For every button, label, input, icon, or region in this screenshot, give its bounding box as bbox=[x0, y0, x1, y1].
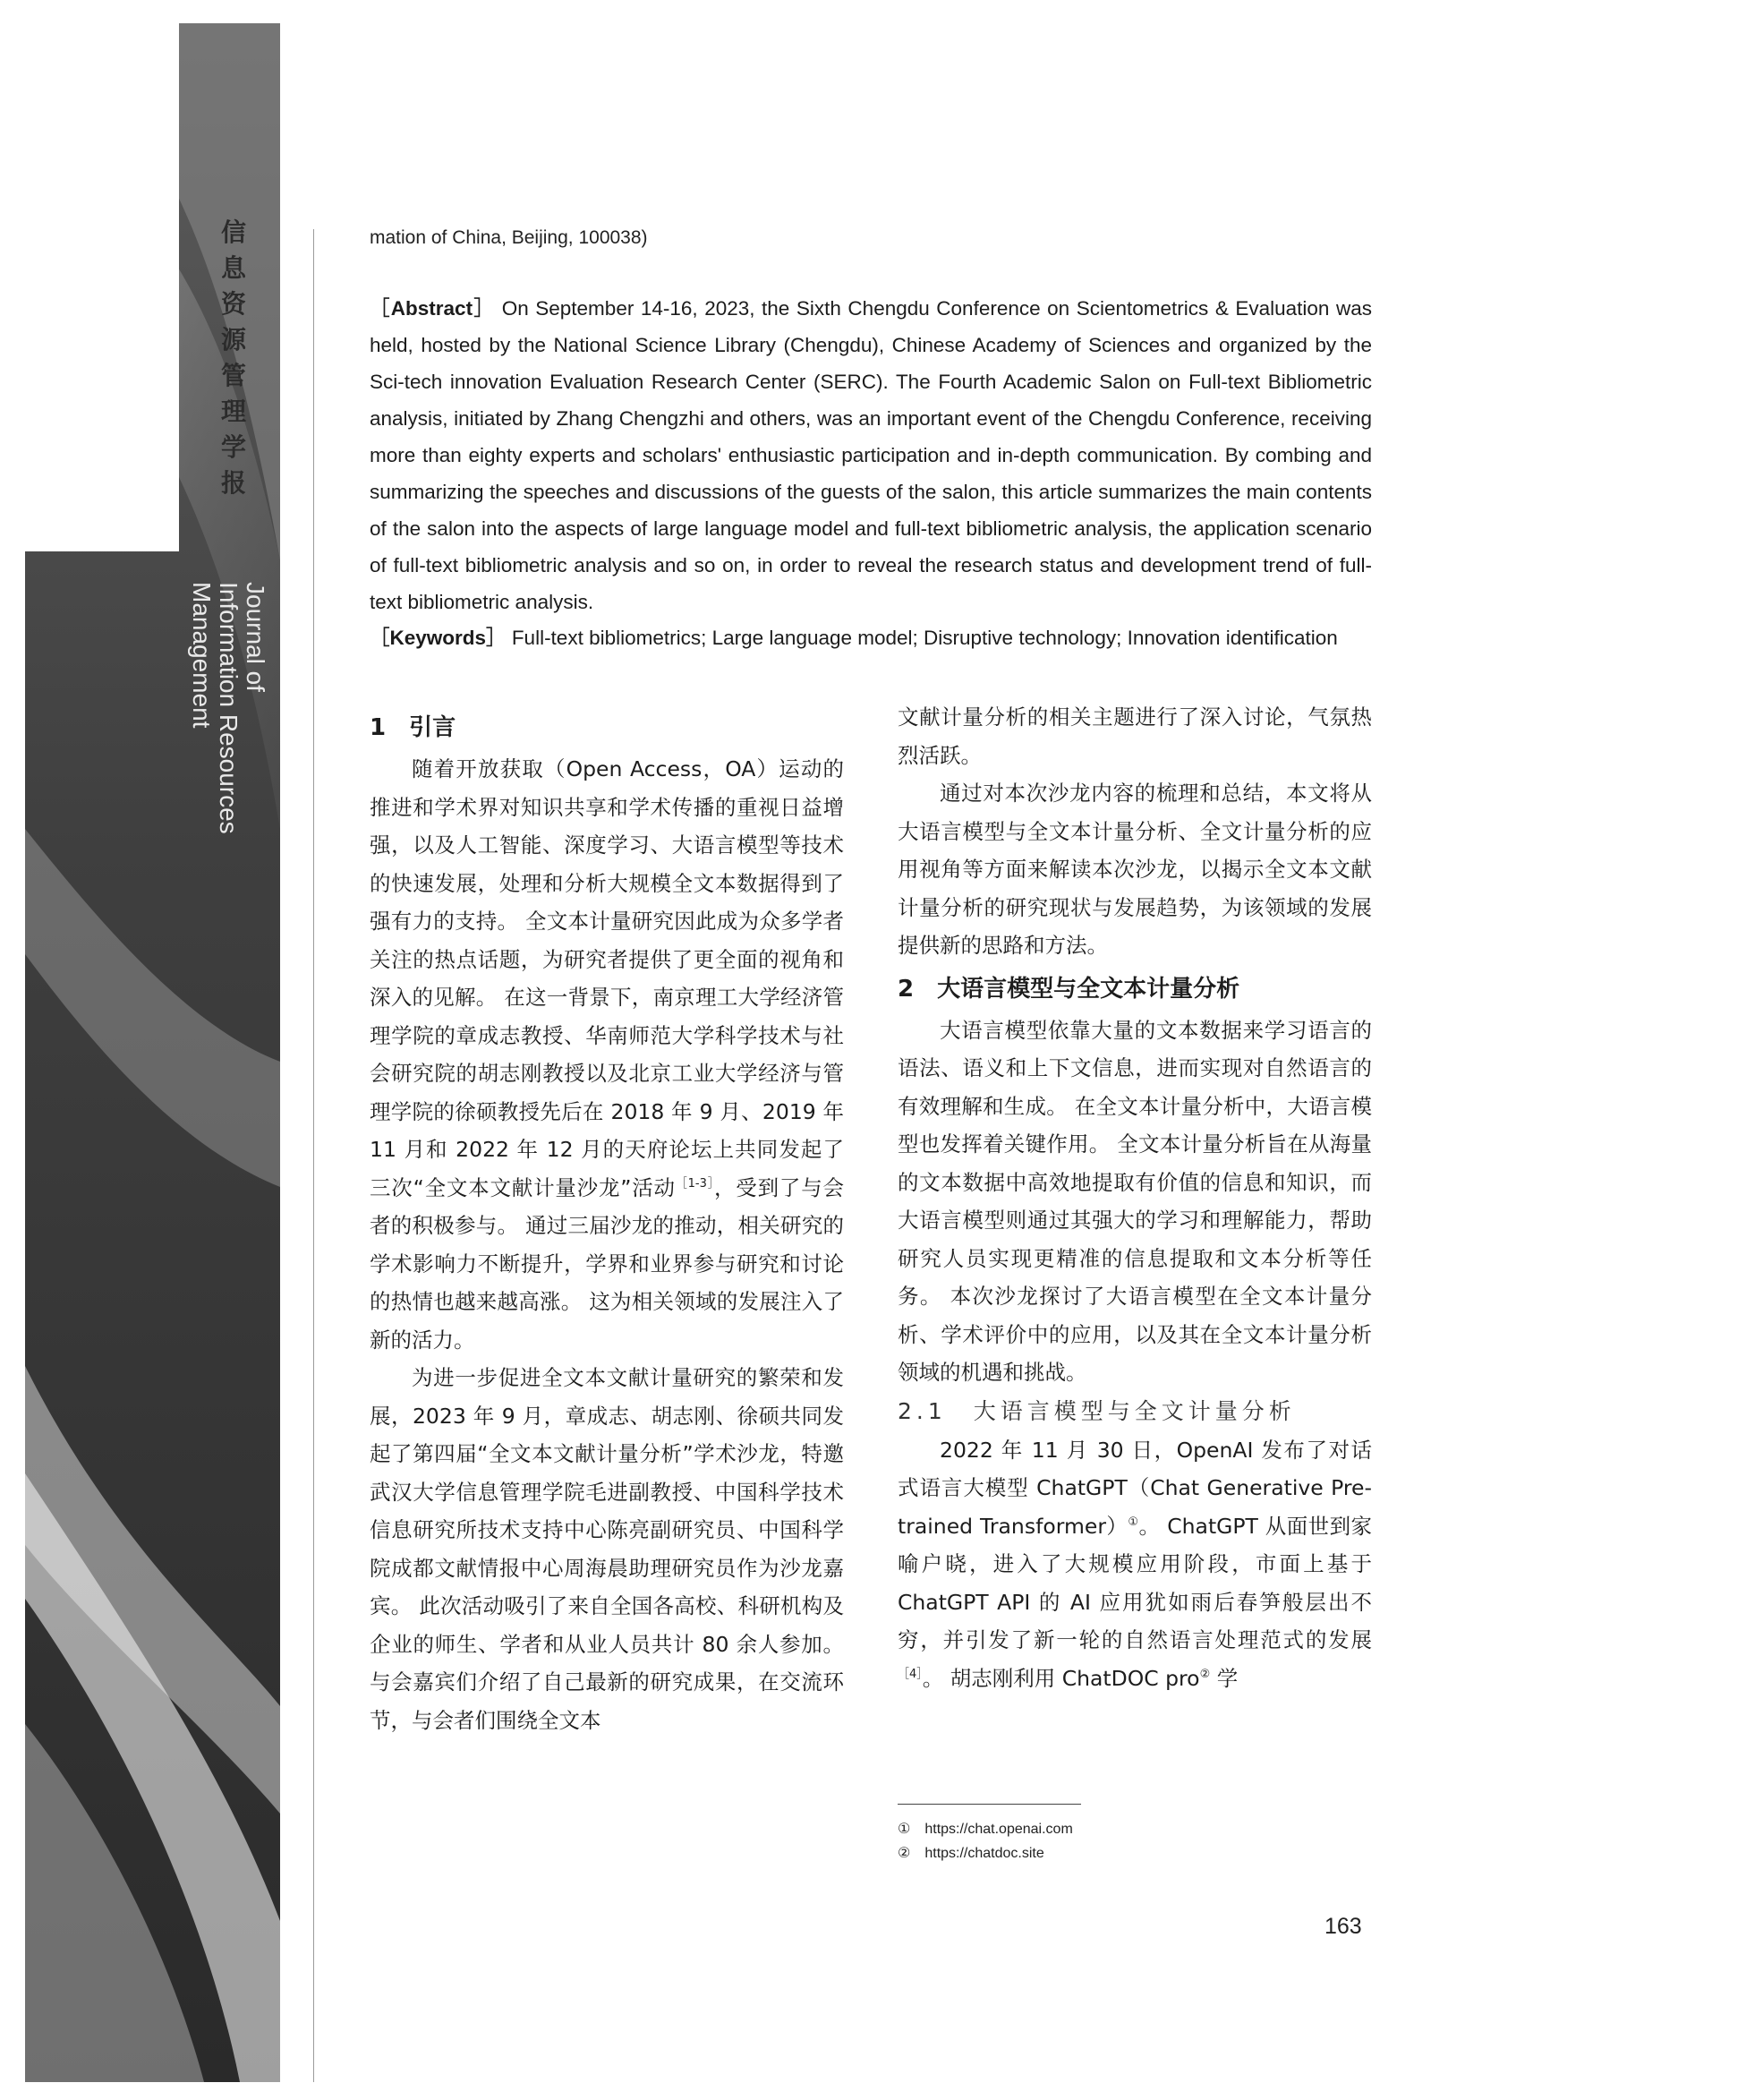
abstract-text: On September 14-16, 2023, the Sixth Chengdu Conference on Scientometrics & Evaluation was held, hosted by the National Science Library (Chengdu), Chinese Academy of Sciences and organized by the Sci-tech innovation Evaluation Research Center (SERC). The Fourth Academic Salon on Full-text Bibliometric analysis, initiated by Zhang Chengzhi and others, was an important event of the Chengdu Conference, receiving more than eighty experts and scholars' enthusiastic participation and in-depth communication. By combing and summarizing the speeches and discussions of the guests of the salon, this article summarizes the main contents of the salon into the aspects of large language model and full-text bibliometric analysis, the application scenario of full-text bibliometric analysis and so on, in order to reveal the research status and development trend of full-text bibliometric analysis. bbox=[370, 297, 1372, 613]
section-heading: 1 引言 bbox=[370, 714, 456, 741]
paragraph-text: 随着开放获取（Open Access，OA）运动的推进和学术界对知识共享和学术传播的重视日益增强，以及人工智能、深度学习、大语言模型等技术的快速发展，处理和分析大规模全文本数据得到了强有力的支持。 全文本计量研究因此成为众多学者关注的热点话题，为研究者提供了更全面的视角和深入的见解。 在这一背景下，南京理工大学经济管理学院的章成志教授、华南师范大学科学技术与社会研究院的胡志刚教授以及北京工业大学经济与管理学院的徐硕教授先后在 2018 年 9 月、2019 年 11 月和 2022 年 12 月的天府论坛上共同发起了三次“全文本文献计量沙龙”活动 bbox=[370, 756, 844, 1200]
left-column bbox=[370, 704, 844, 1739]
journal-title-en-line: Information Resources bbox=[215, 582, 243, 834]
keywords bbox=[370, 619, 1372, 656]
paragraph-text: ，受到了与会者的积极参与。 通过三届沙龙的推动，相关研究的学术影响力不断提升，学界和业界参与研究和讨论的热情也越来越高涨。 这为相关领域的发展注入了新的活力。 bbox=[370, 1174, 845, 1353]
paragraph-text: 学 bbox=[1210, 1665, 1239, 1691]
footnotes bbox=[898, 1817, 1073, 1865]
margin-rule bbox=[313, 229, 314, 2082]
footnote-marker: ① bbox=[1128, 1515, 1139, 1529]
paragraph-text: 。 胡志刚利用 ChatDOC pro bbox=[922, 1665, 1200, 1691]
affiliation-line: mation of China, Beijing, 100038) bbox=[370, 227, 648, 248]
abstract-label: ［Abstract］ bbox=[370, 297, 496, 320]
right-column bbox=[898, 698, 1372, 1697]
page-number: 163 bbox=[1324, 1914, 1362, 1939]
citation-ref: ［1-3］ bbox=[675, 1176, 714, 1191]
footnote-marker: ② bbox=[1199, 1667, 1211, 1681]
paragraph: 大语言模型依靠大量的文本数据来学习语言的语法、语义和上下文信息，进而实现对自然语言的有效理解和生成。 在全文本计量分析中，大语言模型也发挥着关键作用。 全文本计量分析旨在从海量的文本数据中高效地提取有价值的信息和知识，而大语言模型则通过其强大的学习和理解能力，帮助研究人员实现更精准的信息提取和文本分析等任务。 本次沙龙探讨了大语言模型在全文本计量分析、学术评价中的应用，以及其在全文本计量分析领域的机遇和挑战。 bbox=[898, 1017, 1372, 1385]
citation-ref: ［4］ bbox=[898, 1667, 923, 1681]
keywords-text: Full-text bibliometrics; Large language model; Disruptive technology; Innovation identification bbox=[511, 627, 1338, 649]
footnote: ② https://chatdoc.site bbox=[898, 1846, 1044, 1861]
title-white-block bbox=[25, 23, 179, 551]
keywords-label: ［Keywords］ bbox=[370, 627, 507, 649]
footnote: ① https://chat.openai.com bbox=[898, 1822, 1073, 1837]
journal-title-english bbox=[188, 582, 268, 834]
abstract bbox=[370, 290, 1372, 620]
paragraph-text: 。 ChatGPT 从面世到家喻户晓，进入了大规模应用阶段，市面上基于 ChatGPT API 的 AI 应用犹如雨后春笋般层出不穷，并引发了新一轮的自然语言处理范式的发展 bbox=[898, 1513, 1373, 1652]
paragraph bbox=[370, 750, 844, 1359]
paragraph-continued: 文献计量分析的相关主题进行了深入讨论，气氛热烈活跃。 bbox=[898, 704, 1372, 768]
paragraph-text: 2022 年 11 月 30 日，OpenAI 发布了对话式语言大模型 ChatGPT（Chat Generative Pre-trained Transformer） bbox=[898, 1437, 1372, 1539]
paragraph: 通过对本次沙龙内容的梳理和总结，本文将从大语言模型与全文本计量分析、全文计量分析的应用视角等方面来解读本次沙龙，以揭示全文本文献计量分析的研究现状与发展趋势，为该领域的发展提供新的思路和方法。 bbox=[898, 781, 1372, 958]
journal-title-en-line: Journal of bbox=[242, 582, 269, 692]
paragraph: 为进一步促进全文本文献计量研究的繁荣和发展，2023 年 9 月，章成志、胡志刚、徐硕共同发起了第四届“全文本文献计量分析”学术沙龙，特邀武汉大学信息管理学院毛进副教授、中国科学技术信息研究所技术支持中心陈亮副研究员、中国科学院成都文献情报中心周海晨助理研究员作为沙龙嘉宾。 此次活动吸引了来自全国各高校、科研机构及企业的师生、学者和从业人员共计 80 余人参加。 与会嘉宾们介绍了自己最新的研究成果，在交流环节，与会者们围绕全文本 bbox=[370, 1365, 844, 1733]
section-heading: 2 大语言模型与全文本计量分析 bbox=[898, 975, 1240, 1003]
footnote-divider bbox=[898, 1804, 1081, 1805]
paragraph bbox=[898, 1431, 1372, 1698]
journal-title-en-line: Management bbox=[188, 582, 216, 729]
journal-title-chinese: 信息资源管理学报 bbox=[220, 218, 248, 498]
subsection-heading: 2.1 大语言模型与全文计量分析 bbox=[898, 1397, 1296, 1424]
